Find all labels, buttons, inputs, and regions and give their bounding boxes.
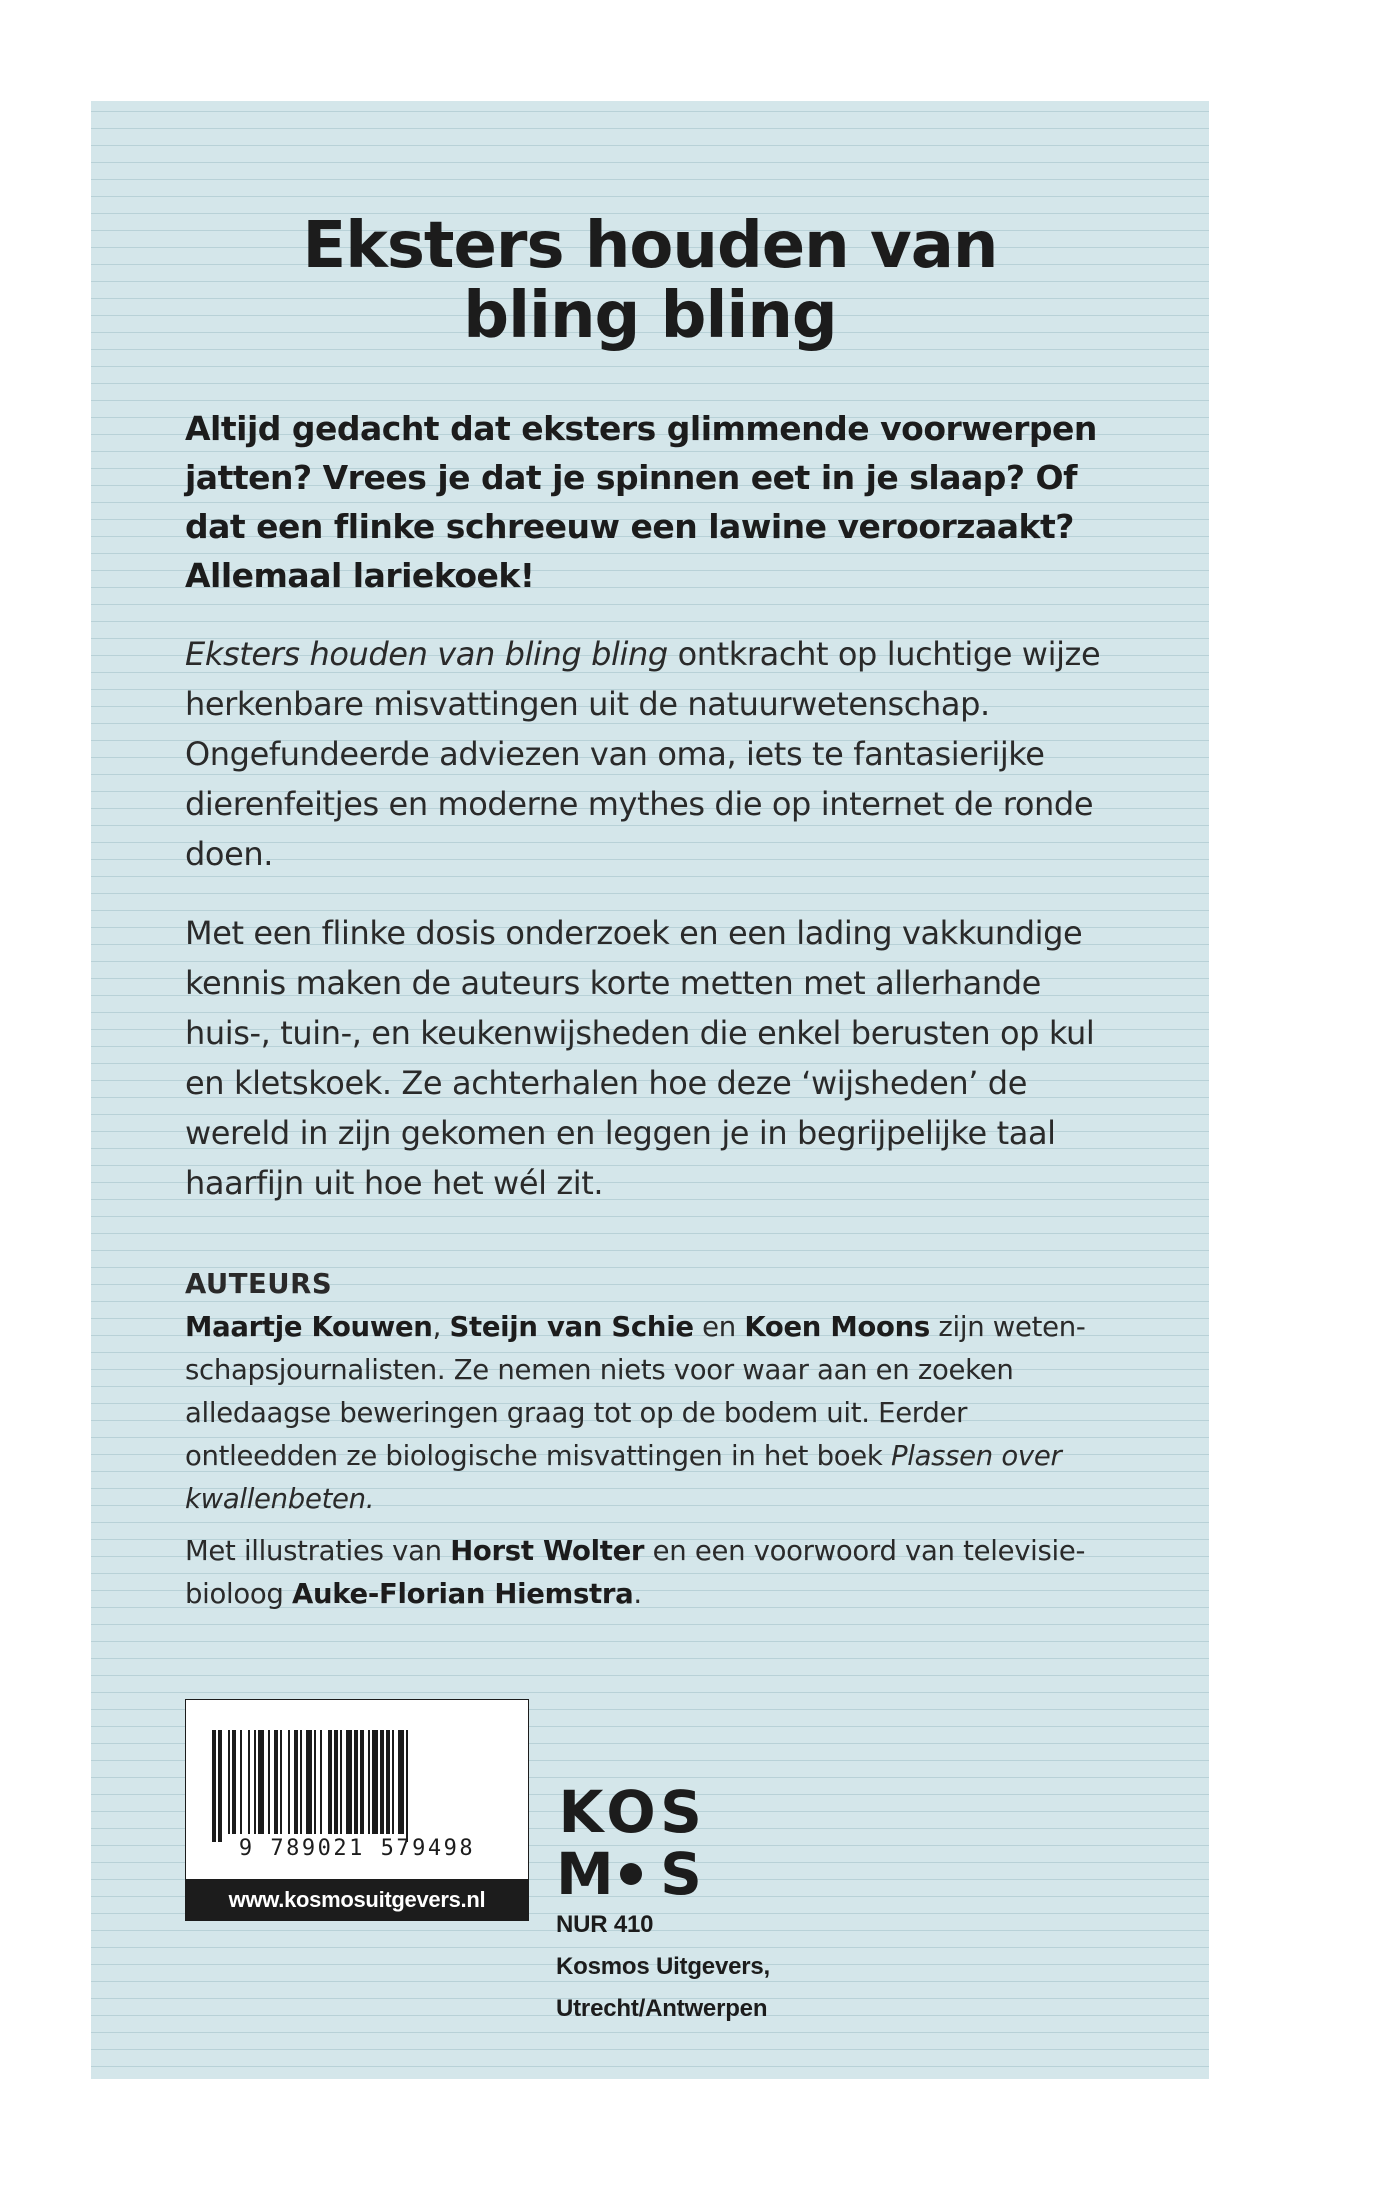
previous-book-title: Plassen over kwallenbeten. bbox=[185, 1440, 1062, 1515]
publisher-info bbox=[556, 1904, 816, 2030]
barcode-bar bbox=[398, 1730, 404, 1834]
foreword-author-name: Auke-Florian Hiemstra bbox=[292, 1578, 634, 1610]
authors-bio bbox=[185, 1306, 1125, 1521]
barcode-bar bbox=[280, 1730, 282, 1834]
isbn-number: 9 789021 579498 bbox=[238, 1836, 476, 1861]
barcode-bar bbox=[218, 1730, 222, 1842]
publisher-name: Kosmos Uitgevers, bbox=[556, 1953, 771, 1980]
kosmos-logo bbox=[556, 1778, 716, 1911]
book-title-italic: Eksters houden van bling bling bbox=[185, 635, 668, 673]
barcode-bar bbox=[240, 1730, 242, 1834]
author-separator: en bbox=[693, 1311, 745, 1343]
barcode-bar bbox=[228, 1730, 230, 1834]
author-name: Steijn van Schie bbox=[449, 1311, 694, 1343]
barcode-bar bbox=[392, 1730, 394, 1834]
logo-letter: O bbox=[606, 1778, 656, 1846]
authors-bio-text: zijn wetenschapsjournalisten. Ze nemen niets voor waar aan en zoeken alledaagse beweringen graag tot op de bodem uit. Eerder ontleedden ze biologische misvattingen in het boek bbox=[185, 1311, 1086, 1472]
logo-letter: S bbox=[660, 1840, 702, 1908]
barcode-bar bbox=[328, 1730, 332, 1834]
description-paragraph-1-text: ontkracht op luchtige wijze herkenbare misvattingen uit de natuurwetenschap. Ongefundeerde adviezen van oma, iets te fantasierijke dierenfeitjes en moderne mythes die op internet de ronde doen. bbox=[185, 635, 1101, 873]
description-paragraph-2: Met een flinke dosis onderzoek en een lading vakkundige kennis maken de auteurs korte metten met allerhande huis-, tuin-, en keukenwijsheden die enkel berusten op kul en kletskoek. Ze achterhalen hoe deze ‘wijsheden’ de wereld in zijn gekomen en leggen je in begrijpelijke taal haarfijn uit hoe het wél zit. bbox=[185, 914, 1095, 1202]
lead-paragraph: Altijd gedacht dat eksters glimmende voorwerpen jatten? Vrees je dat je spinnen eet in je slaap? Of dat een flinke schreeuw een lawine veroorzaakt? Allemaal lariekoek! bbox=[185, 409, 1097, 595]
logo-letter: M bbox=[556, 1840, 614, 1908]
book-title-line-2: bling bling bbox=[463, 279, 837, 353]
author-separator: , bbox=[432, 1311, 450, 1343]
barcode-bar bbox=[380, 1730, 384, 1834]
barcode-bars bbox=[186, 1700, 528, 1898]
barcode-bar bbox=[386, 1730, 390, 1834]
description-paragraph-1 bbox=[185, 629, 1125, 879]
barcode-bar bbox=[254, 1730, 256, 1834]
barcode-bar bbox=[300, 1730, 302, 1834]
barcode-bar bbox=[248, 1730, 250, 1834]
barcode-bar bbox=[340, 1730, 342, 1834]
book-title bbox=[91, 211, 1209, 351]
website-url: www.kosmosuitgevers.nl bbox=[185, 1879, 529, 1921]
authors-heading: AUTEURS bbox=[185, 1268, 333, 1300]
barcode-bar bbox=[294, 1730, 298, 1834]
barcode-bar bbox=[360, 1730, 364, 1834]
barcode-bar bbox=[268, 1730, 270, 1834]
barcode-bar bbox=[274, 1730, 278, 1834]
authors-section bbox=[185, 1263, 1125, 1521]
author-name: Maartje Kouwen bbox=[185, 1311, 433, 1343]
publisher-location: Utrecht/Antwerpen bbox=[556, 1995, 768, 2022]
barcode-bar bbox=[354, 1730, 358, 1834]
illustrations-credit bbox=[185, 1530, 1125, 1616]
barcode-bar bbox=[314, 1730, 316, 1834]
barcode-bar bbox=[372, 1730, 378, 1834]
author-name: Koen Moons bbox=[744, 1311, 930, 1343]
logo-letter: S bbox=[660, 1778, 702, 1846]
book-title-line-1: Eksters houden van bbox=[302, 209, 998, 283]
barcode-bar bbox=[288, 1730, 290, 1834]
logo-row-bottom bbox=[556, 1840, 716, 1908]
barcode-bar bbox=[346, 1730, 352, 1834]
logo-row-top bbox=[556, 1778, 716, 1846]
barcode-bar bbox=[306, 1730, 312, 1834]
barcode-bar bbox=[406, 1730, 408, 1842]
logo-letter: K bbox=[558, 1778, 604, 1846]
barcode bbox=[185, 1699, 529, 1899]
illustrator-name: Horst Wolter bbox=[450, 1535, 645, 1567]
credit-text: en een voorwoord van televisiebioloog bbox=[185, 1535, 1086, 1610]
barcode-bar bbox=[320, 1730, 322, 1834]
book-back-cover bbox=[91, 101, 1209, 2079]
logo-dot-icon bbox=[606, 1843, 656, 1905]
barcode-bar bbox=[258, 1730, 264, 1834]
barcode-bar bbox=[368, 1730, 370, 1834]
credit-text: Met illustraties van bbox=[185, 1535, 451, 1567]
barcode-bar bbox=[212, 1730, 216, 1842]
credit-text: . bbox=[633, 1578, 642, 1610]
barcode-bar bbox=[232, 1730, 236, 1834]
nur-code: NUR 410 bbox=[556, 1911, 654, 1938]
barcode-bar bbox=[334, 1730, 338, 1834]
